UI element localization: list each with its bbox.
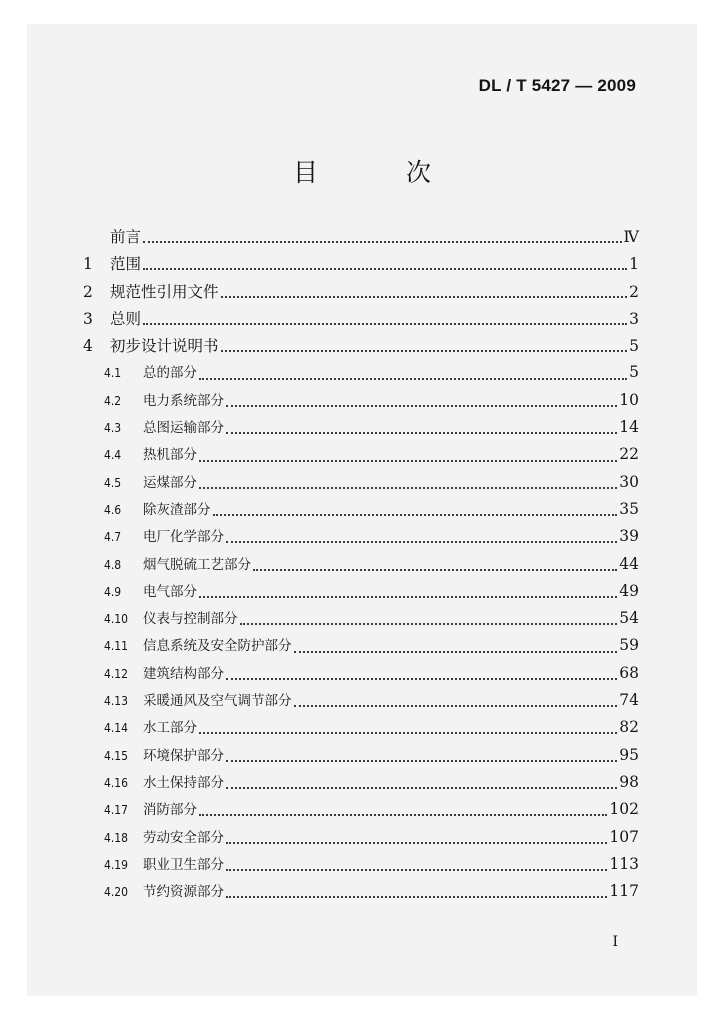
toc-entry[interactable] [83, 880, 639, 907]
toc-entry-page: 95 [619, 745, 639, 764]
toc-entry[interactable] [83, 580, 639, 607]
toc-entry[interactable] [83, 826, 639, 853]
toc-entry-label: 水工部分 [143, 720, 197, 737]
toc-entry-page: 10 [619, 390, 639, 409]
toc-entry[interactable] [83, 416, 639, 443]
toc-entry-number: 4.6 [104, 502, 122, 517]
leader-dots [226, 677, 617, 680]
toc-entry-page: 113 [609, 854, 639, 873]
toc-entry-number: 4.2 [104, 393, 122, 408]
toc-entry-page: 2 [629, 282, 639, 301]
leader-dots [294, 704, 618, 707]
toc-entry[interactable] [83, 389, 639, 416]
toc-entry-number: 4.4 [104, 448, 122, 463]
toc-entry-page: 68 [619, 663, 639, 682]
toc-entry-number: 4.17 [104, 803, 129, 818]
toc-entry-label: 热机部分 [143, 447, 197, 464]
toc-entry-number: 4.11 [104, 639, 129, 654]
toc-entry-number: 4.9 [104, 584, 122, 599]
toc-entry[interactable] [83, 689, 639, 716]
toc-entry[interactable] [83, 716, 639, 743]
toc-entry[interactable] [83, 662, 639, 689]
toc-entry-page: 107 [609, 827, 639, 846]
toc-entry-page: 3 [629, 309, 639, 328]
toc-entry-number: 4 [83, 337, 93, 356]
toc-entry-page: 22 [619, 445, 639, 464]
leader-dots [294, 650, 618, 653]
toc-entry-number: 4.8 [104, 557, 122, 572]
toc-entry-label: 水土保持部分 [143, 774, 224, 791]
toc-entry-page: 54 [619, 609, 639, 628]
toc-entry-page: Ⅳ [623, 228, 639, 246]
toc-entry-label: 电气部分 [143, 583, 197, 600]
leader-dots [226, 540, 617, 543]
toc-entry-number: 4.15 [104, 748, 129, 763]
toc-entry[interactable] [83, 361, 639, 388]
toc-entry-page: 35 [619, 499, 639, 518]
toc-entry-label: 规范性引用文件 [110, 282, 219, 301]
toc-entry-label: 消防部分 [143, 802, 197, 819]
toc-entry-page: 5 [629, 337, 639, 356]
toc-entry-page: 59 [619, 636, 639, 655]
leader-dots [143, 322, 627, 325]
toc-entry[interactable] [83, 771, 639, 798]
toc-entry-label: 电厂化学部分 [143, 529, 224, 546]
leader-dots [221, 295, 628, 298]
leader-dots [199, 377, 627, 380]
leader-dots [143, 240, 621, 243]
leader-dots [199, 813, 607, 816]
toc-entry-page: 39 [619, 527, 639, 546]
toc-entry-label: 总则 [110, 309, 142, 328]
toc-entry-page: 74 [619, 691, 639, 710]
toc-entry-number: 4.5 [104, 475, 122, 490]
leader-dots [199, 486, 617, 489]
toc-entry-page: 49 [619, 581, 639, 600]
toc-entry-label: 总的部分 [143, 365, 197, 382]
toc-entry-page: 102 [609, 800, 639, 819]
toc-entry-label: 节约资源部分 [143, 884, 224, 901]
toc-entry-page: 117 [609, 882, 639, 901]
toc-entry-label: 环境保护部分 [143, 747, 224, 764]
page-number: I [612, 934, 618, 950]
toc-entry-label: 职业卫生部分 [143, 856, 224, 873]
toc-entry-label: 运煤部分 [143, 474, 197, 491]
toc-entry[interactable] [83, 225, 639, 252]
toc-entry-number: 4.7 [104, 530, 122, 545]
toc-entry[interactable] [83, 853, 639, 880]
toc-entry[interactable] [83, 252, 639, 279]
leader-dots [253, 568, 617, 571]
toc-title: 目 次 [293, 158, 471, 187]
toc-entry-number: 4.14 [104, 721, 129, 736]
toc-entry-page: 44 [619, 554, 639, 573]
leader-dots [199, 459, 617, 462]
leader-dots [226, 895, 607, 898]
toc-entry-label: 范围 [110, 255, 142, 274]
leader-dots [199, 595, 617, 598]
toc-entry-page: 30 [619, 472, 639, 491]
toc-entry-number: 4.1 [104, 366, 122, 381]
toc-entry-page: 82 [619, 718, 639, 737]
leader-dots [143, 267, 627, 270]
toc-entry-label: 烟气脱硫工艺部分 [143, 556, 251, 573]
toc-entry-label: 建筑结构部分 [143, 665, 224, 682]
toc-entry-label: 采暖通风及空气调节部分 [143, 693, 292, 710]
toc-entry-label: 初步设计说明书 [110, 337, 219, 356]
leader-dots [240, 622, 618, 625]
toc-entry-number: 4.10 [104, 612, 129, 627]
toc-entry-page: 14 [619, 418, 639, 437]
toc-entry[interactable] [83, 334, 639, 361]
toc-entry-label: 信息系统及安全防护部分 [143, 638, 292, 655]
toc-entry-label: 总图运输部分 [143, 420, 224, 437]
toc-entry-number: 4.3 [104, 421, 122, 436]
toc-entry-number: 1 [83, 255, 93, 274]
toc-entry-label: 除灰渣部分 [143, 501, 211, 518]
toc-entry-label: 电力系统部分 [143, 392, 224, 409]
leader-dots [226, 841, 607, 844]
toc-entry[interactable] [83, 634, 639, 661]
leader-dots [199, 731, 617, 734]
toc-entry-number: 2 [83, 282, 93, 301]
toc-entry[interactable] [83, 280, 639, 307]
toc-entry[interactable] [83, 525, 639, 552]
leader-dots [226, 868, 607, 871]
document-page [27, 24, 697, 996]
toc-entry-page: 1 [629, 255, 639, 274]
toc-entry[interactable] [83, 744, 639, 771]
toc-entry-number: 4.20 [104, 885, 129, 900]
table-of-contents [83, 225, 639, 907]
toc-entry-number: 4.12 [104, 666, 129, 681]
leader-dots [226, 786, 617, 789]
toc-entry-number: 4.13 [104, 694, 129, 709]
toc-entry-label: 前言 [110, 228, 142, 246]
toc-entry[interactable] [83, 607, 639, 634]
toc-entry-label: 仪表与控制部分 [143, 611, 238, 628]
toc-entry-number: 4.16 [104, 775, 129, 790]
toc-entry[interactable] [83, 307, 639, 334]
toc-entry-label: 劳动安全部分 [143, 829, 224, 846]
leader-dots [221, 349, 628, 352]
leader-dots [226, 404, 617, 407]
toc-entry-page: 5 [629, 363, 639, 382]
toc-entry-number: 3 [83, 309, 93, 328]
toc-entry-number: 4.18 [104, 830, 129, 845]
toc-entry[interactable] [83, 443, 639, 470]
toc-entry[interactable] [83, 553, 639, 580]
leader-dots [226, 431, 617, 434]
leader-dots [226, 759, 617, 762]
toc-entry-page: 98 [619, 772, 639, 791]
toc-entry[interactable] [83, 798, 639, 825]
document-number: DL / T 5427 — 2009 [478, 76, 636, 95]
leader-dots [213, 513, 618, 516]
toc-entry[interactable] [83, 471, 639, 498]
toc-entry[interactable] [83, 498, 639, 525]
toc-entry-number: 4.19 [104, 857, 129, 872]
